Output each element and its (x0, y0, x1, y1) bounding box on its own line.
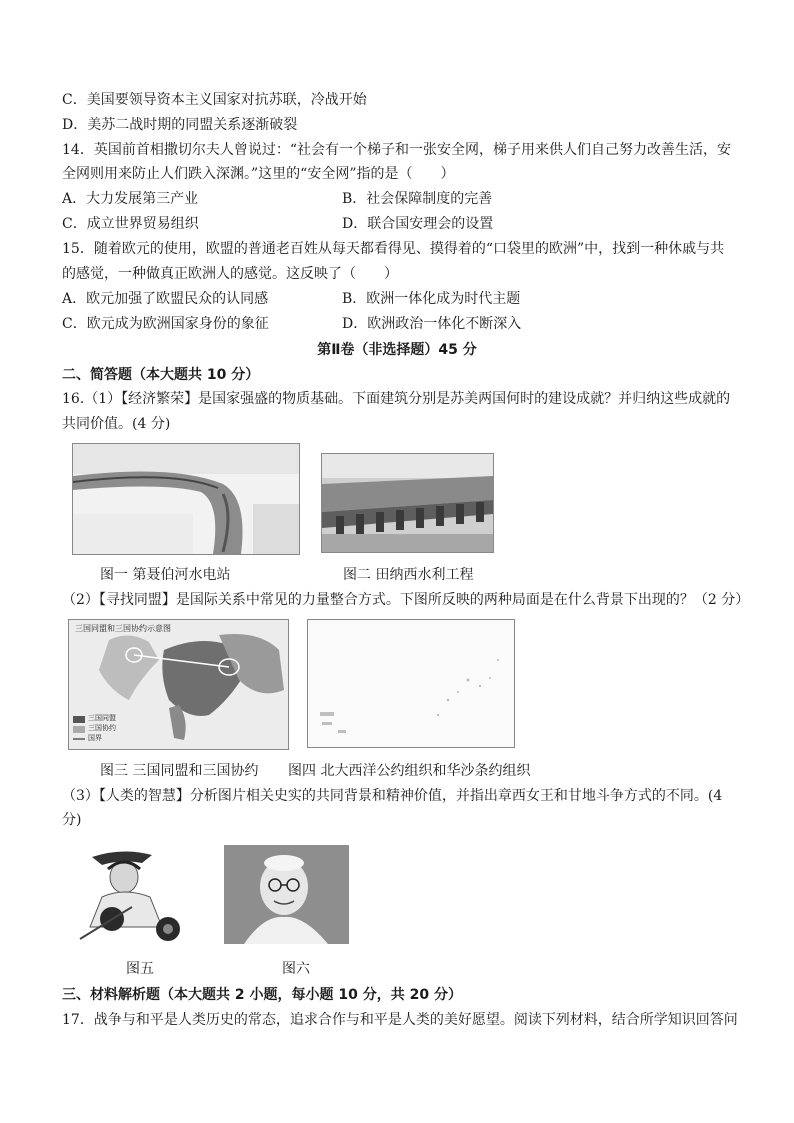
figure6-gandhi-photo (224, 845, 349, 944)
q14-option-d: D．联合国安理会的设置 (342, 216, 494, 232)
q15-stem-line1: 15．随着欧元的使用，欧盟的普通老百姓从每天都看得见、摸得着的“口袋里的欧洲”中，找到一种休戚与共 (62, 241, 725, 257)
figure5-queen-of-jhansi-image (72, 847, 196, 944)
q14-option-a: A．大力发展第三产业 (62, 191, 199, 207)
figure2-caption: 图二 田纳西水利工程 (343, 567, 474, 583)
figure1-dnieper-dam-photo (72, 443, 300, 555)
figure3-legend-triple-alliance: 三国同盟 (88, 714, 116, 722)
q15-option-c: C．欧元成为欧洲国家身份的象征 (62, 316, 269, 332)
figure2-tva-photo (321, 453, 494, 553)
q13-option-c: C．美国要领导资本主义国家对抗苏联，冷战开始 (62, 92, 367, 108)
q13-option-d: D．美苏二战时期的同盟关系逐渐破裂 (62, 117, 298, 133)
q14-option-b: B．社会保障制度的完善 (342, 191, 493, 207)
figure3-map-title: 三国同盟和三国协约示意图 (75, 624, 171, 633)
figure3-legend-triple-entente: 三国协约 (88, 724, 116, 732)
figure3-caption: 图三 三国同盟和三国协约 (100, 763, 259, 779)
q15-option-b: B．欧洲一体化成为时代主题 (342, 291, 521, 307)
figure1-caption: 图一 第聂伯河水电站 (100, 567, 231, 583)
q16-part3-line1: （3）【人类的智慧】分析图片相关史实的共同背景和精神价值，并指出章西女王和甘地斗争方式的不同。(4 (62, 788, 723, 804)
figure4-caption: 图四 北大西洋公约组织和华沙条约组织 (288, 763, 531, 779)
q17-stem-line1: 17．战争与和平是人类历史的常态，追求合作与和平是人类的美好愿望。阅读下列材料，结合所学知识回答问 (62, 1012, 738, 1028)
q16-part1-line2: 共同价值。(4 分) (62, 416, 171, 432)
figure4-nato-warsaw-map (307, 619, 515, 748)
section3-title: 三、材料解析题（本大题共 2 小题，每小题 10 分，共 20 分） (62, 987, 462, 1003)
q15-stem-line2: 的感觉，一种做真正欧洲人的感觉。这反映了（ ） (62, 266, 398, 282)
q15-option-a: A．欧元加强了欧盟民众的认同感 (62, 291, 269, 307)
q16-part3-line2: 分) (62, 812, 82, 828)
figure3-legend-border: 国界 (88, 734, 102, 742)
q16-part2-line1: （2）【寻找同盟】是国际关系中常见的力量整合方式。下图所反映的两种局面是在什么背景下出现的？（2 分） (62, 592, 750, 608)
q16-part1-line1: 16.（1）【经济繁荣】是国家强盛的物质基础。下面建筑分别是苏美两国何时的建设成就？并归纳这些成就的 (62, 391, 731, 407)
figure3-alliance-map (68, 619, 289, 750)
section2-title: 二、简答题（本大题共 10 分） (62, 367, 260, 383)
q14-stem-line2: 全网则用来防止人们跌入深渊。”这里的“安全网”指的是（ ） (62, 166, 455, 182)
part2-title: 第Ⅱ卷（非选择题）45 分 (317, 342, 477, 358)
q15-option-d: D．欧洲政治一体化不断深入 (342, 316, 522, 332)
q14-option-c: C．成立世界贸易组织 (62, 216, 199, 232)
figure5-caption: 图五 (126, 961, 154, 977)
q14-stem-line1: 14．英国前首相撒切尔夫人曾说过：“社会有一个梯子和一张安全网，梯子用来供人们自己努力改善生活，安 (62, 142, 731, 158)
figure6-caption: 图六 (282, 961, 310, 977)
